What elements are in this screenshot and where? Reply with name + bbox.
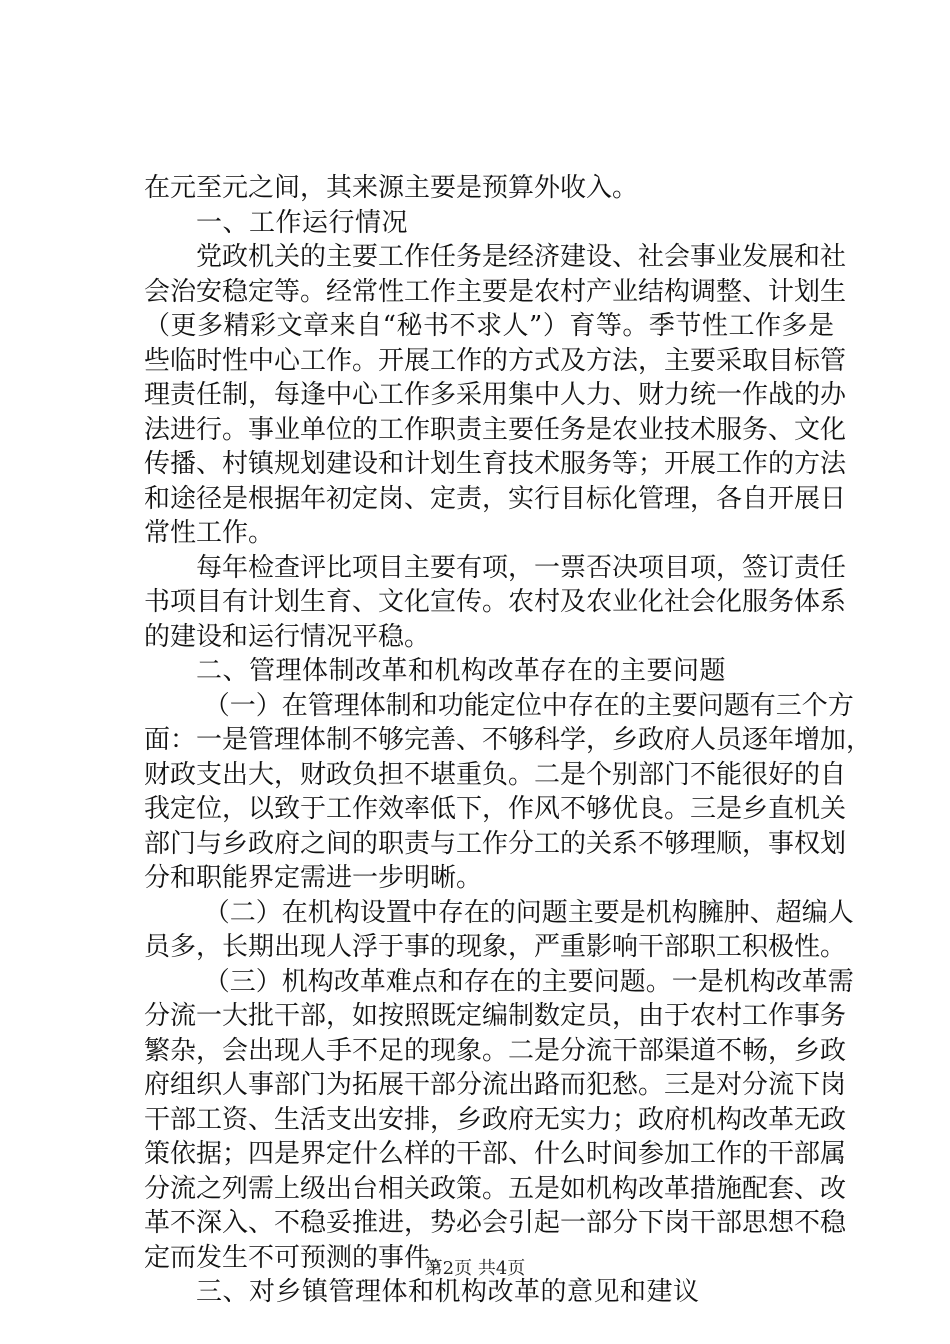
document-body [144,171,873,1310]
text-line: （三）机构改革难点和存在的主要问题。一是机构改革需 [203,966,854,997]
text-line: 策依据；四是界定什么样的干部、什么时间参加工作的干部属 [144,1139,847,1169]
text-line: （一）在管理体制和功能定位中存在的主要问题有三个方 [203,690,854,721]
paragraph [144,965,854,1276]
text-line: （更多精彩文章来自“秘书不求人”）育等。季节性工作多是 [144,311,834,341]
text-line: 常性工作。 [144,518,275,548]
text-line: 员多，长期出现人浮于事的现象，严重影响干部职工积极性。 [144,932,847,962]
text-line: 革不深入、不稳妥推进，势必会引起一部分下岗干部思想不稳 [144,1208,847,1238]
text-line: 三、对乡镇管理体和机构改革的意见和建议 [196,1277,700,1307]
text-line: 财政支出大，财政负担不堪重负。二是个别部门不能很好的自 [144,759,847,790]
text-line: 传播、村镇规划建设和计划生育技术服务等；开展工作的方法 [144,449,847,479]
text-line: 会治安稳定等。经常性工作主要是农村产业结构调整、计划生 [144,276,847,307]
text-line: 干部工资、生活支出安排，乡政府无实力；政府机构改革无政 [144,1104,847,1135]
text-line: 面：一是管理体制不够完善、不够科学，乡政府人员逐年增加， [144,725,873,755]
section-heading [144,206,834,241]
paragraph [144,240,847,551]
page-number-footer: 第2页 共4页 [424,1258,526,1279]
text-line: 分流之列需上级出台相关政策。五是如机构改革措施配套、改 [144,1173,847,1204]
text-line: 繁杂，会出现人手不足的现象。二是分流干部渠道不畅，乡政 [144,1035,847,1066]
text-line: 分流一大批干部，如按照既定编制数定员，由于农村工作事务 [144,1001,847,1031]
text-line: 的建设和运行情况平稳。 [144,621,431,652]
text-line: 分和职能界定需进一步明晰。 [144,863,483,893]
text-line: 在元至元之间，其来源主要是预算外收入。 [144,173,639,203]
paragraph [144,896,854,965]
text-line: 我定位，以致于工作效率低下，作风不够优良。三是乡直机关 [144,794,847,824]
text-line: 和途径是根据年初定岗、定责，实行目标化管理，各自开展日 [144,483,847,514]
section-heading [144,654,834,689]
text-line: 法进行。事业单位的工作职责主要任务是农业技术服务、文化 [144,414,847,445]
paragraph [144,171,834,206]
text-line: 定而发生不可预测的事件。 [144,1242,457,1273]
text-line: 一、工作运行情况 [196,207,409,238]
paragraph [144,551,847,655]
text-line: 每年检查评比项目主要有项，一票否决项目项，签订责任 [196,552,847,583]
text-line: 理责任制，每逢中心工作多采用集中人力、财力统一作战的办 [144,380,847,410]
text-line: 党政机关的主要工作任务是经济建设、社会事业发展和社 [196,242,847,272]
text-line: 二、管理体制改革和机构改革存在的主要问题 [196,656,727,686]
text-line: 书项目有计划生育、文化宣传。农村及农业化社会化服务体系 [144,587,847,617]
text-line: 部门与乡政府之间的职责与工作分工的关系不够理顺，事权划 [144,828,847,859]
text-line: （二）在机构设置中存在的问题主要是机构臃肿、超编人 [203,897,854,928]
text-line: 府组织人事部门为拓展干部分流出路而犯愁。三是对分流下岗 [144,1070,847,1100]
paragraph [144,689,873,896]
text-line: 些临时性中心工作。开展工作的方式及方法，主要采取目标管 [144,345,847,376]
section-heading [144,1275,834,1310]
